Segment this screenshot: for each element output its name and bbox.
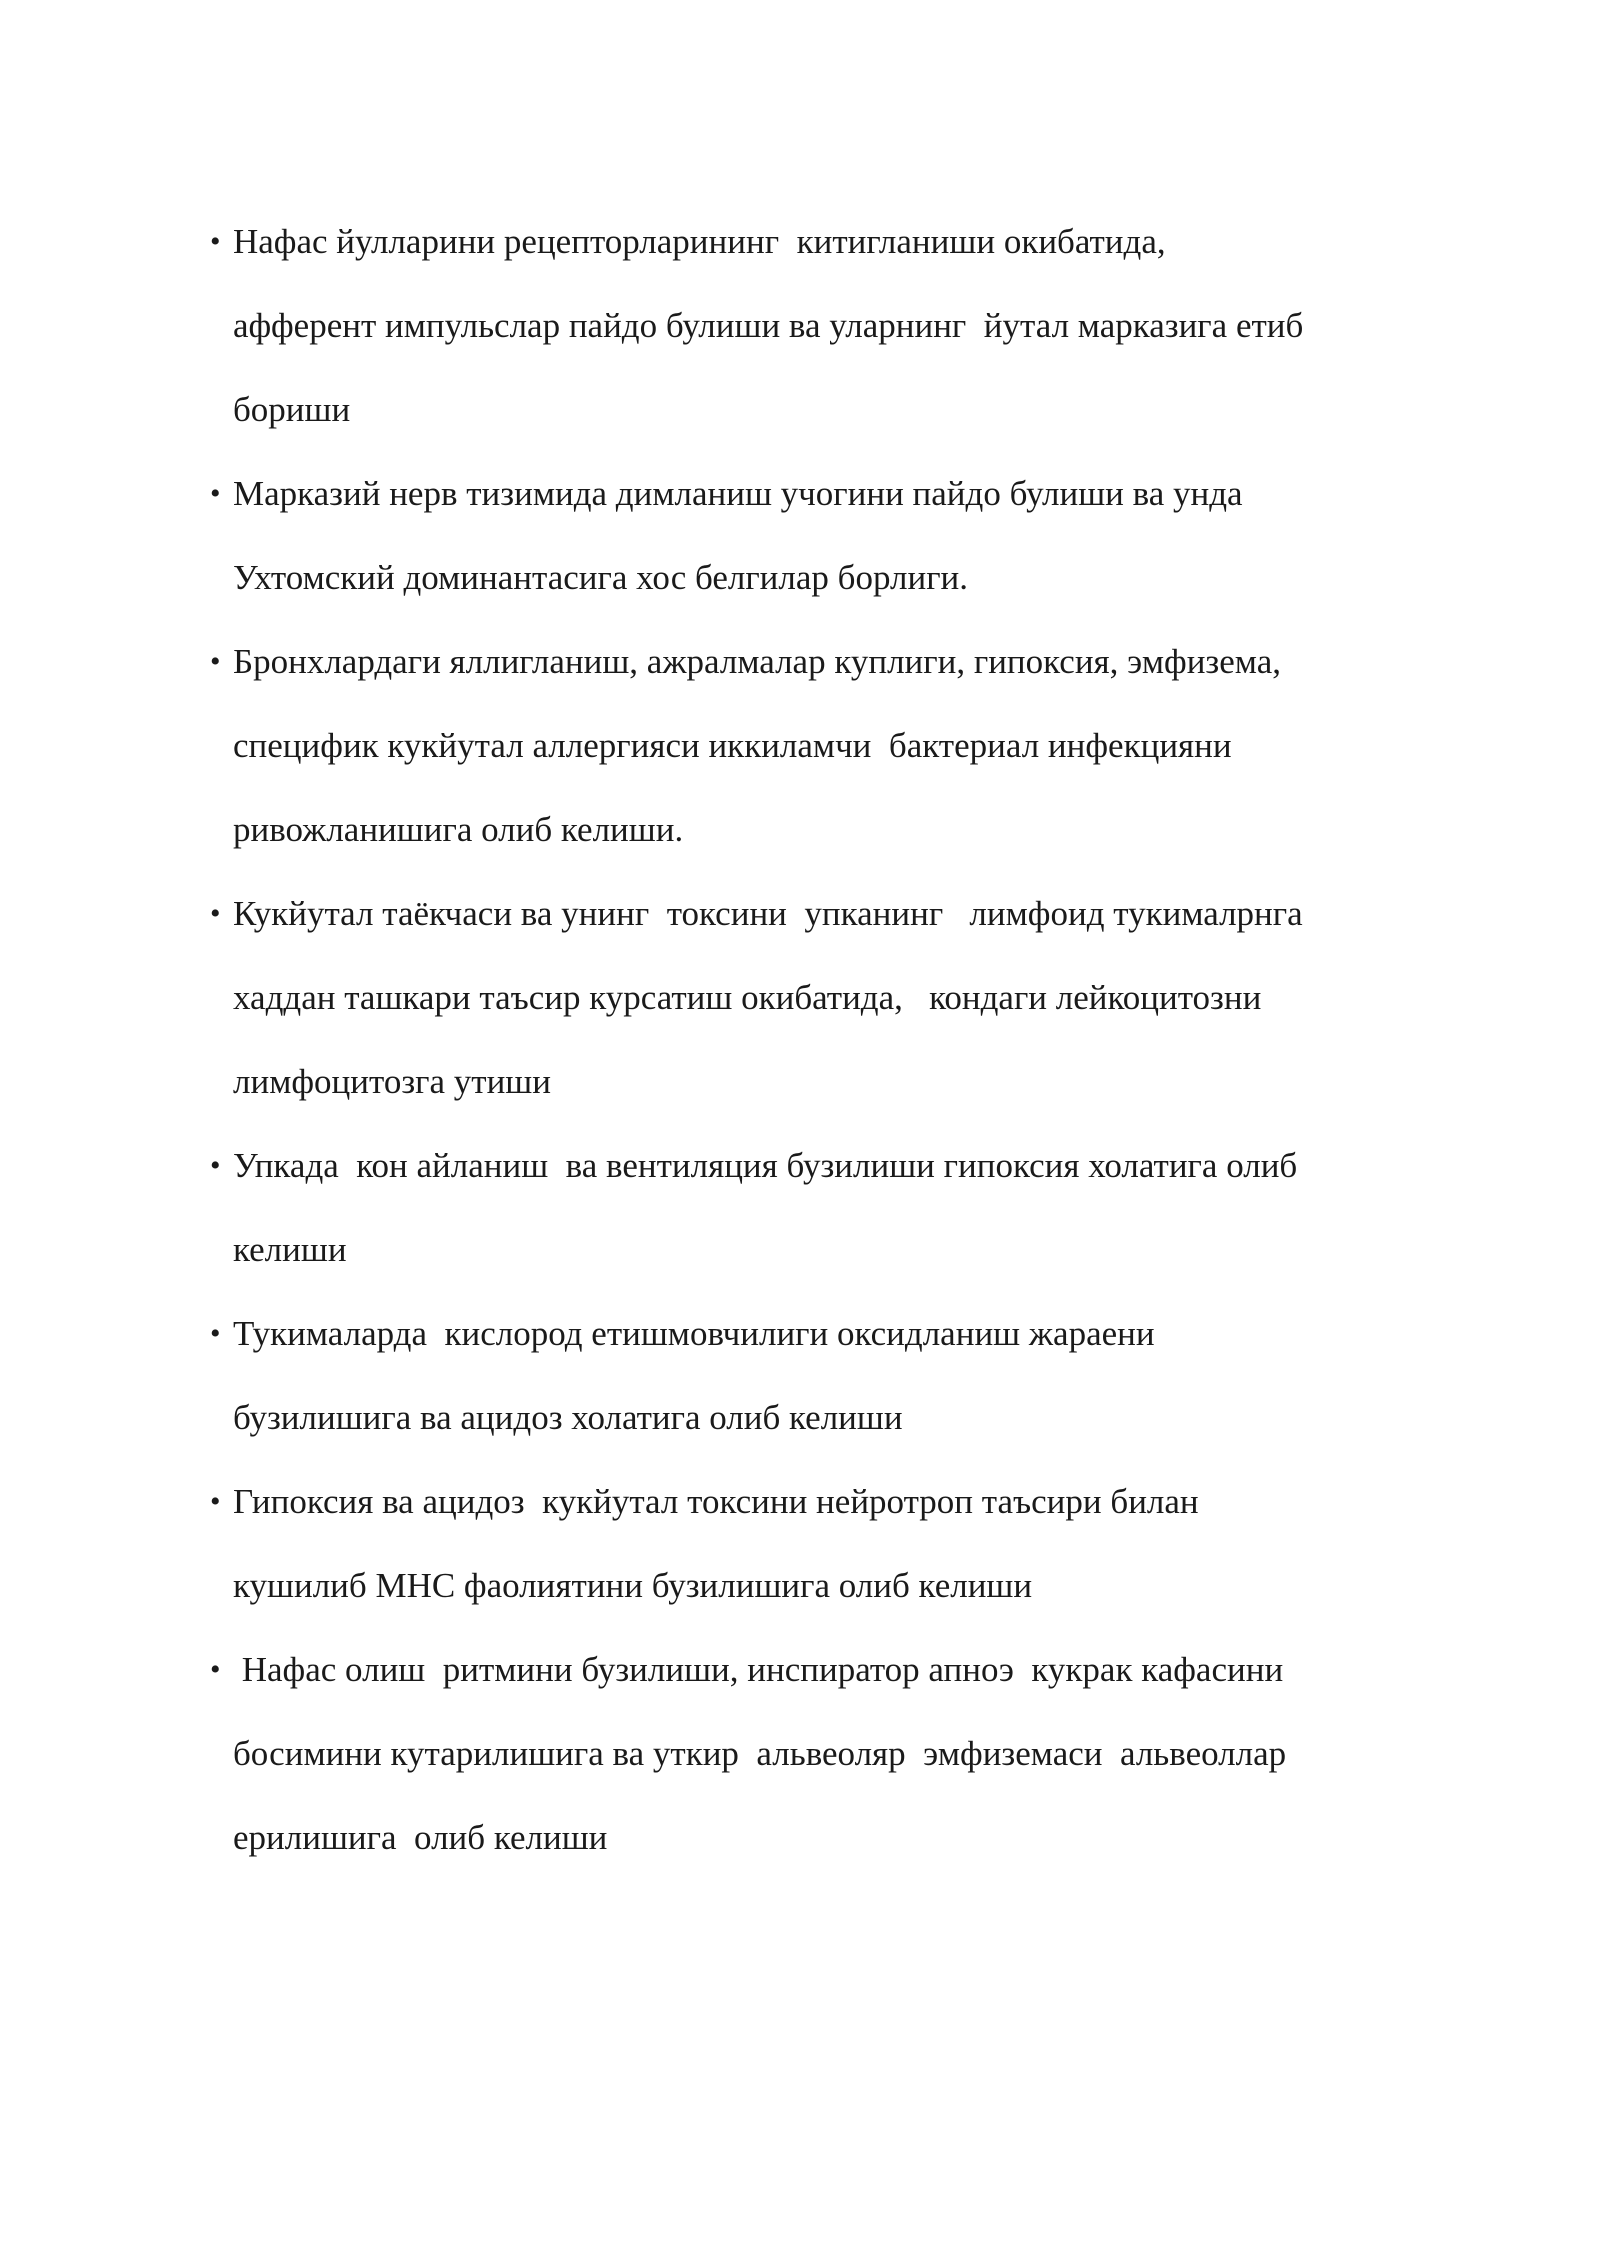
text-line: ерилишига олиб келиши: [233, 1818, 608, 1857]
list-item: [210, 1292, 1430, 1460]
text-line: специфик кукйутал аллергияси иккиламчи бактериал инфекцияни: [233, 726, 1232, 765]
text-line: Кукйутал таёкчаси ва унинг токсини упканинг лимфоид тукималрнга: [233, 894, 1303, 933]
list-item: [210, 1460, 1430, 1628]
text-line: Бронхлардаги яллигланиш, ажралмалар куплиги, гипоксия, эмфизема,: [233, 642, 1281, 681]
bullet-icon: •: [210, 477, 221, 510]
text-line: босимини кутарилишига ва уткир альвеоляр эмфиземаси альвеоллар: [233, 1734, 1287, 1773]
text-line: Ухтомский доминантасига хос белгилар борлиги.: [233, 558, 969, 597]
list-item: [210, 620, 1430, 872]
text-line: Гипоксия ва ацидоз кукйутал токсини нейротроп таъсири билан: [233, 1482, 1199, 1521]
list-item: [210, 1628, 1430, 1880]
text-line: Нафас йулларини рецепторларининг китигланиши окибатида,: [233, 222, 1166, 261]
bullet-icon: •: [210, 225, 221, 258]
text-line: Марказий нерв тизимида димланиш учогини пайдо булиши ва унда: [233, 474, 1243, 513]
text-line: хаддан ташкари таъсир курсатиш окибатида, кондаги лейкоцитозни: [233, 978, 1262, 1017]
bullet-icon: •: [210, 1653, 221, 1686]
bullet-list: [210, 200, 1430, 1880]
list-item: [210, 872, 1430, 1124]
text-line: бузилишига ва ацидоз холатига олиб келиши: [233, 1398, 903, 1437]
bullet-icon: •: [210, 897, 221, 930]
bullet-icon: •: [210, 1317, 221, 1350]
text-line: Нафас олиш ритмини бузилиши, инспиратор апноэ кукрак кафасини: [233, 1650, 1284, 1689]
text-line: ривожланишига олиб келиши.: [233, 810, 684, 849]
list-item: [210, 1124, 1430, 1292]
text-line: бориши: [233, 390, 351, 429]
text-line: Тукималарда кислород етишмовчилиги оксидланиш жараени: [233, 1314, 1155, 1353]
list-item: [210, 200, 1430, 452]
text-line: кушилиб МНС фаолиятини бузилишига олиб келиши: [233, 1566, 1033, 1605]
text-line: лимфоцитозга утиши: [233, 1062, 551, 1101]
text-line: Упкада кон айланиш ва вентиляция бузилиши гипоксия холатига олиб: [233, 1146, 1298, 1185]
text-line: афферент импульслар пайдо булиши ва уларнинг йутал марказига етиб: [233, 306, 1304, 345]
bullet-icon: •: [210, 1149, 221, 1182]
bullet-icon: •: [210, 1485, 221, 1518]
bullet-icon: •: [210, 645, 221, 678]
list-item: [210, 452, 1430, 620]
text-line: келиши: [233, 1230, 347, 1269]
